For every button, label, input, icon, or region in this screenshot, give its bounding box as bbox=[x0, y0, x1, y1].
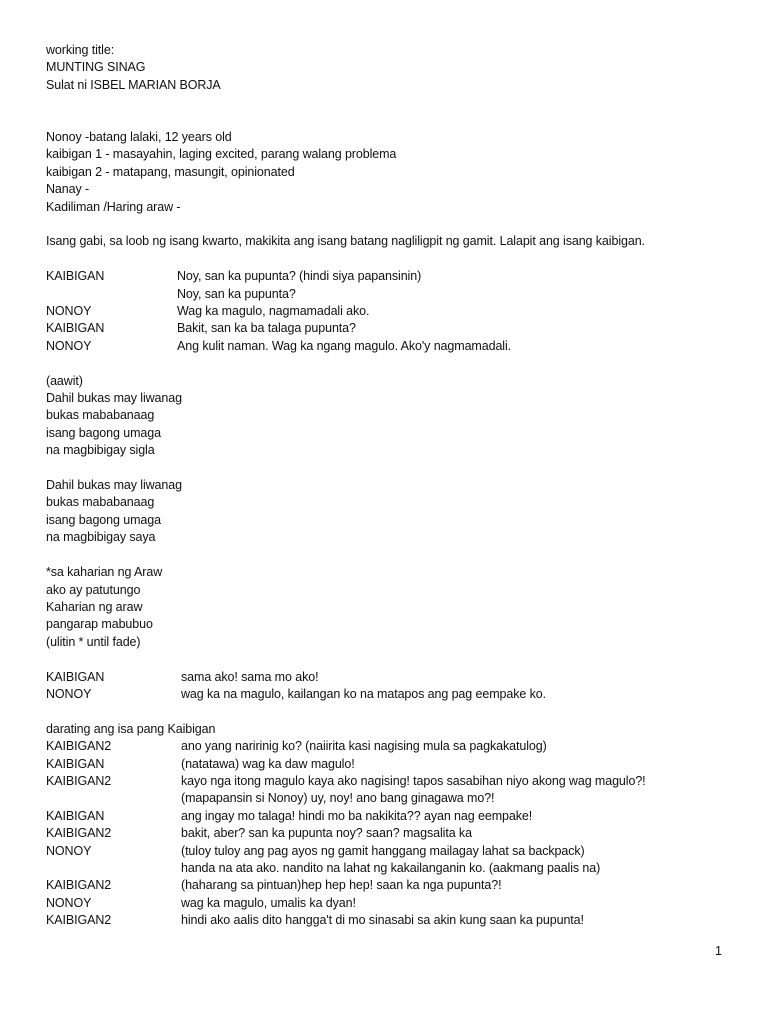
song-line: Kaharian ng araw bbox=[46, 599, 143, 614]
song-line: ako ay patutungo bbox=[46, 582, 141, 597]
character-entry: Nonoy -batang lalaki, 12 years old bbox=[46, 130, 232, 145]
speaker-name bbox=[46, 790, 181, 807]
dialogue-line: (mapapansin si Nonoy) uy, noy! ano bang ginagawa mo?! bbox=[181, 791, 495, 806]
dialogue-row bbox=[46, 895, 728, 912]
dialogue-row bbox=[46, 825, 728, 842]
dialogue-line: (haharang sa pintuan)hep hep hep! saan ka nga pupunta?! bbox=[181, 878, 502, 893]
dialogue-row bbox=[46, 669, 728, 686]
song-verse-1 bbox=[46, 373, 728, 460]
dialogue-line: handa na ata ako. nandito na lahat ng kakailanganin ko. (aakmang paalis na) bbox=[181, 860, 601, 875]
dialogue-row bbox=[46, 738, 728, 755]
song-line: pangarap mabubuo bbox=[46, 617, 153, 632]
dialogue-line: Noy, san ka pupunta? bbox=[177, 286, 296, 301]
song-line: isang bagong umaga bbox=[46, 425, 161, 440]
dialogue-block-2 bbox=[46, 669, 728, 704]
song-line: Dahil bukas may liwanag bbox=[46, 391, 182, 406]
dialogue-line: wag ka magulo, umalis ka dyan! bbox=[181, 895, 356, 910]
song-line: na magbibigay saya bbox=[46, 530, 156, 545]
script-title: MUNTING SINAG bbox=[46, 60, 146, 75]
speaker-name: NONOY bbox=[46, 338, 92, 353]
speaker-name: KAIBIGAN2 bbox=[46, 913, 112, 928]
dialogue-line: sama ako! sama mo ako! bbox=[181, 669, 319, 684]
scene-intro: Isang gabi, sa loob ng isang kwarto, makikita ang isang batang nagliligpit ng gamit. Lalapit ang isang kaibigan. bbox=[46, 234, 645, 249]
dialogue-block-3 bbox=[46, 738, 728, 929]
speaker-name: KAIBIGAN bbox=[46, 756, 105, 771]
song-chorus bbox=[46, 564, 728, 651]
dialogue-block-1 bbox=[46, 268, 728, 355]
speaker-name: NONOY bbox=[46, 686, 92, 701]
song-line: Dahil bukas may liwanag bbox=[46, 478, 182, 493]
song-line: (aawit) bbox=[46, 373, 83, 388]
dialogue-line: ano yang naririnig ko? (naiirita kasi nagising mula sa pagkakatulog) bbox=[181, 739, 547, 754]
scene-note: darating ang isa pang Kaibigan bbox=[46, 721, 216, 736]
speaker-name: NONOY bbox=[46, 304, 92, 319]
dialogue-row bbox=[46, 303, 728, 320]
speaker-name bbox=[46, 860, 181, 877]
character-entry: kaibigan 1 - masayahin, laging excited, parang walang problema bbox=[46, 147, 397, 162]
speaker-name: KAIBIGAN2 bbox=[46, 773, 112, 788]
dialogue-line: hindi ako aalis dito hangga't di mo sinasabi sa akin kung saan ka pupunta! bbox=[181, 913, 584, 928]
dialogue-row bbox=[46, 790, 728, 807]
speaker-name: NONOY bbox=[46, 843, 92, 858]
dialogue-row bbox=[46, 686, 728, 703]
dialogue-row bbox=[46, 877, 728, 894]
character-entry: Nanay - bbox=[46, 182, 90, 197]
dialogue-line: Wag ka magulo, nagmamadali ako. bbox=[177, 304, 370, 319]
song-line: isang bagong umaga bbox=[46, 512, 161, 527]
speaker-name: KAIBIGAN2 bbox=[46, 878, 112, 893]
dialogue-line: kayo nga itong magulo kaya ako nagising! tapos sasabihan niyo akong wag magulo?! bbox=[181, 773, 646, 788]
speaker-name: KAIBIGAN bbox=[46, 669, 105, 684]
dialogue-line: (tuloy tuloy ang pag ayos ng gamit hanggang mailagay lahat sa backpack) bbox=[181, 843, 585, 858]
dialogue-row bbox=[46, 843, 728, 860]
song-line: *sa kaharian ng Araw bbox=[46, 565, 163, 580]
dialogue-line: Bakit, san ka ba talaga pupunta? bbox=[177, 321, 356, 336]
character-entry: kaibigan 2 - matapang, masungit, opinionated bbox=[46, 164, 295, 179]
song-line: na magbibigay sigla bbox=[46, 443, 155, 458]
speaker-name: KAIBIGAN bbox=[46, 321, 105, 336]
dialogue-row bbox=[46, 286, 728, 303]
dialogue-line: Ang kulit naman. Wag ka ngang magulo. Ako'y nagmamadali. bbox=[177, 338, 512, 353]
speaker-name: KAIBIGAN bbox=[46, 269, 105, 284]
dialogue-row bbox=[46, 912, 728, 929]
song-verse-2 bbox=[46, 477, 728, 547]
speaker-name: KAIBIGAN2 bbox=[46, 739, 112, 754]
dialogue-row bbox=[46, 338, 728, 355]
speaker-name: NONOY bbox=[46, 895, 92, 910]
dialogue-line: bakit, aber? san ka pupunta noy? saan? magsalita ka bbox=[181, 826, 472, 841]
working-title-label: working title: bbox=[46, 43, 115, 57]
dialogue-row bbox=[46, 320, 728, 337]
song-line: (ulitin * until fade) bbox=[46, 634, 141, 649]
author-line: Sulat ni ISBEL MARIAN BORJA bbox=[46, 77, 221, 92]
character-list bbox=[46, 129, 728, 216]
dialogue-row bbox=[46, 773, 728, 790]
dialogue-row bbox=[46, 808, 728, 825]
dialogue-line: Noy, san ka pupunta? (hindi siya papansinin) bbox=[177, 269, 422, 284]
page-number: 1 bbox=[715, 944, 722, 958]
speaker-name bbox=[46, 286, 177, 303]
song-line: bukas mababanaag bbox=[46, 408, 155, 423]
dialogue-line: (natatawa) wag ka daw magulo! bbox=[181, 756, 355, 771]
song-line: bukas mababanaag bbox=[46, 495, 155, 510]
character-entry: Kadiliman /Haring araw - bbox=[46, 199, 181, 214]
dialogue-row bbox=[46, 756, 728, 773]
dialogue-line: ang ingay mo talaga! hindi mo ba nakikita?? ayan nag eempake! bbox=[181, 808, 533, 823]
speaker-name: KAIBIGAN bbox=[46, 808, 105, 823]
speaker-name: KAIBIGAN2 bbox=[46, 826, 112, 841]
dialogue-line: wag ka na magulo, kailangan ko na matapos ang pag eempake ko. bbox=[181, 686, 546, 701]
dialogue-row bbox=[46, 268, 728, 285]
dialogue-row bbox=[46, 860, 728, 877]
